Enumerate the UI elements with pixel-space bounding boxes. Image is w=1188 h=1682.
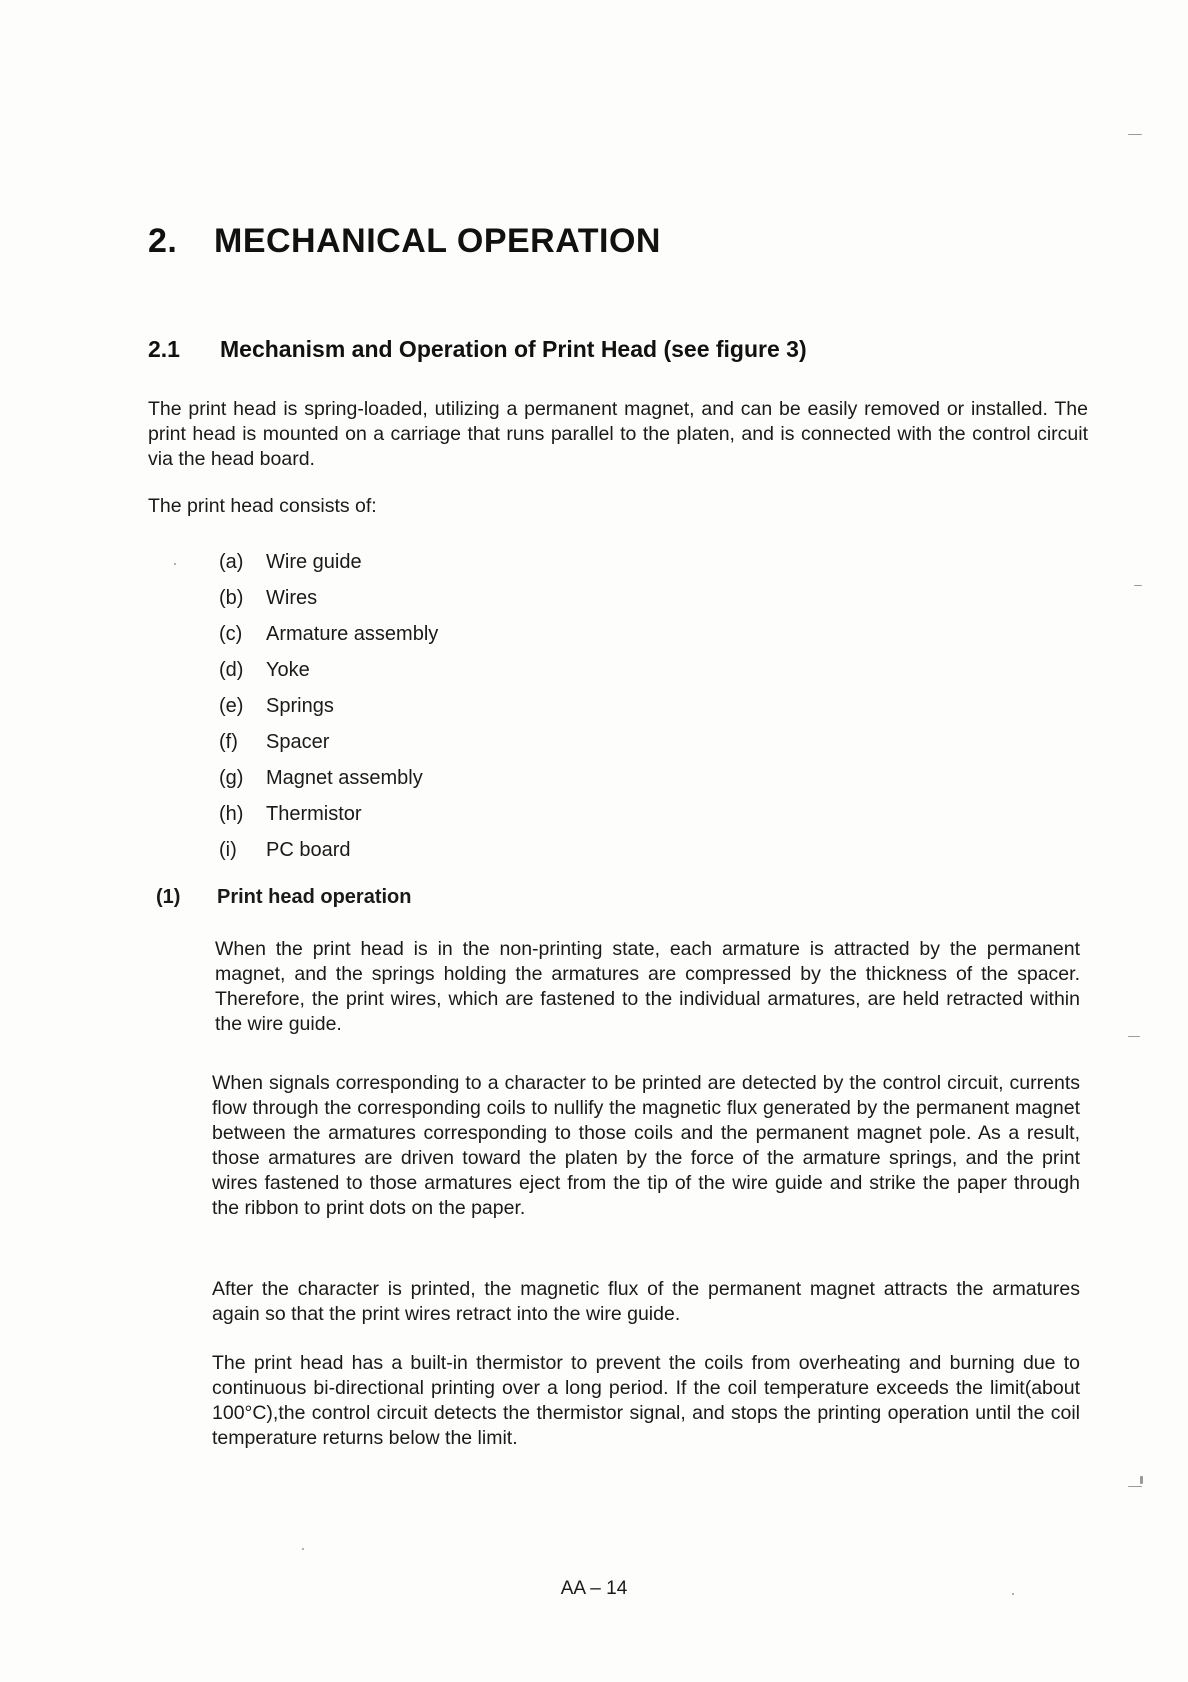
list-item-text: Wire guide	[266, 551, 362, 573]
list-item	[219, 796, 438, 832]
list-item-letter: (b)	[219, 587, 244, 609]
scan-mark	[174, 563, 176, 565]
scan-mark	[1140, 1476, 1143, 1484]
list-item-letter: (c)	[219, 623, 243, 645]
scan-mark	[1128, 1036, 1140, 1037]
list-item	[219, 760, 438, 796]
list-item-letter: (i)	[219, 839, 237, 861]
list-item-text: Armature assembly	[266, 623, 439, 645]
list-item-text: Springs	[266, 695, 334, 717]
parts-list	[219, 544, 438, 868]
operation-paragraph-3: After the character is printed, the magnetic flux of the permanent magnet attracts the armatures again so that the print wires retract into the wire guide.	[212, 1278, 1080, 1325]
scan-mark	[302, 1548, 304, 1550]
list-item-text: Wires	[266, 587, 318, 609]
chapter-title	[148, 222, 661, 261]
subsection-number: (1)	[156, 886, 181, 908]
list-item	[219, 616, 438, 652]
operation-paragraph-1: When the print head is in the non-printing state, each armature is attracted by the permanent magnet, and the springs holding the armatures are compressed by the thickness of the spacer. Therefore, the print wires, which are fastened to the individual armatures, are held retracted within the wire guide.	[215, 938, 1080, 1035]
list-item-letter: (f)	[219, 731, 238, 753]
list-item-text: Spacer	[266, 731, 330, 753]
list-item	[219, 544, 438, 580]
list-item-text: Magnet assembly	[266, 767, 423, 789]
scan-mark	[1128, 134, 1142, 135]
chapter-title-text: MECHANICAL OPERATION	[214, 222, 661, 260]
list-item	[219, 832, 438, 868]
section-title	[148, 336, 807, 363]
list-item	[219, 724, 438, 760]
section-number: 2.1	[148, 336, 180, 362]
list-item-letter: (g)	[219, 767, 244, 789]
intro-paragraph: The print head is spring-loaded, utilizing a permanent magnet, and can be easily removed or installed. The print head is mounted on a carriage that runs parallel to the platen, and is connected with the control circuit via the head board.	[148, 398, 1088, 470]
chapter-number: 2.	[148, 222, 178, 260]
scan-mark	[1128, 1486, 1142, 1487]
scan-mark	[1134, 585, 1142, 586]
list-item-letter: (e)	[219, 695, 244, 717]
subsection-heading	[156, 886, 411, 909]
page-number: AA – 14	[560, 1578, 628, 1599]
list-item	[219, 580, 438, 616]
operation-paragraph-2: When signals corresponding to a character to be printed are detected by the control circuit, currents flow through the corresponding coils to nullify the magnetic flux generated by the permanent magnet between the armatures corresponding to those coils and the permanent magnet pole. As a result, those armatures are driven toward the platen by the force of the armature springs, and the print wires fastened to those armatures eject from the tip of the wire guide and strike the paper through the ribbon to print dots on the paper.	[212, 1072, 1080, 1219]
scan-mark	[1012, 1593, 1014, 1595]
list-item-letter: (a)	[219, 551, 244, 573]
subsection-title: Print head operation	[217, 886, 412, 908]
list-item-text: PC board	[266, 839, 351, 861]
list-item-text: Thermistor	[266, 803, 362, 825]
consists-of-text: The print head consists of:	[148, 495, 377, 517]
list-item-letter: (h)	[219, 803, 244, 825]
operation-paragraph-4: The print head has a built-in thermistor to prevent the coils from overheating and burning due to continuous bi-directional printing over a long period. If the coil temperature exceeds the limit(about 100°C),the control circuit detects the thermistor signal, and stops the printing operation until the coil temperature returns below the limit.	[212, 1352, 1080, 1449]
list-item-text: Yoke	[266, 659, 310, 681]
list-item-letter: (d)	[219, 659, 244, 681]
list-item	[219, 652, 438, 688]
list-item	[219, 688, 438, 724]
section-title-text: Mechanism and Operation of Print Head (see figure 3)	[220, 336, 807, 362]
